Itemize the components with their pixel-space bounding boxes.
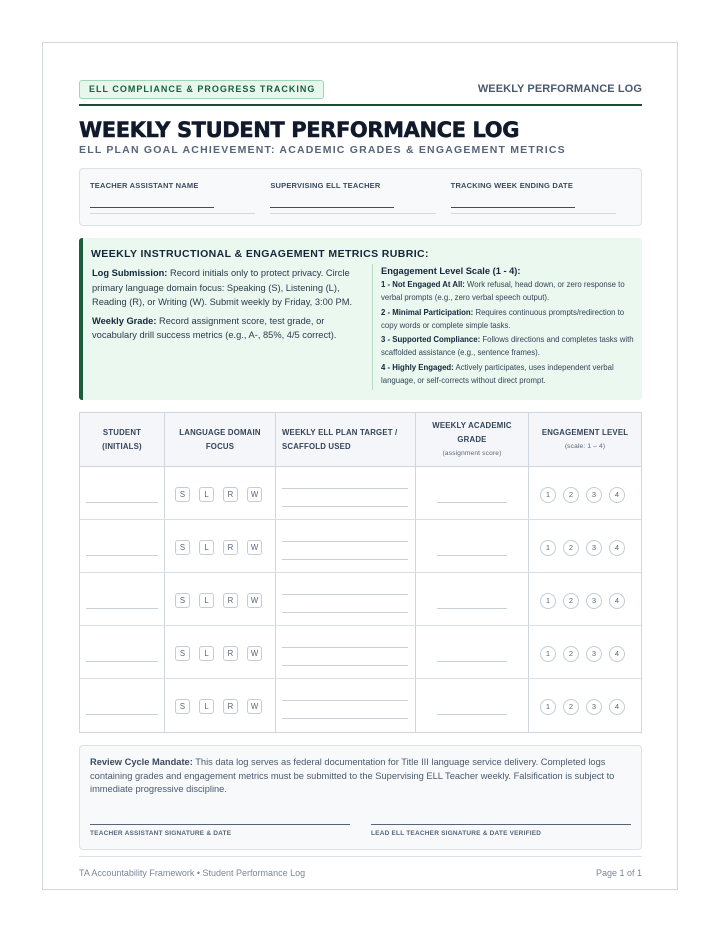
domain-chip-w[interactable]: W [247,699,262,714]
academic-grade-cell[interactable] [416,467,529,519]
footer-left: TA Accountability Framework • Student Performance Log [79,868,306,878]
col-grade-line1: WEEKLY ACADEMIC [432,420,512,430]
scale-level-3 [381,333,639,360]
footer [79,868,642,878]
student-initials-cell[interactable] [80,573,165,625]
engagement-circle-3[interactable]: 3 [586,699,602,715]
engagement-level-cell [529,679,641,732]
plan-target-line-2 [282,612,408,613]
domain-chip-group [175,646,262,661]
plan-target-line-2 [282,665,408,666]
plan-target-cell[interactable] [276,626,416,678]
scale-level-2 [381,306,639,333]
engagement-circle-group [540,540,625,556]
ta-name-line [90,207,214,208]
engagement-circle-1[interactable]: 1 [540,646,556,662]
academic-grade-cell[interactable] [416,520,529,572]
ta-name-field[interactable] [90,169,270,225]
col-engagement-note: (scale: 1 – 4) [564,442,606,450]
col-target-line1: WEEKLY ELL PLAN TARGET / [282,427,398,437]
scale-level-3-label: 3 - Supported Compliance: [381,335,481,345]
table-header-row [80,413,641,467]
table-body [80,467,641,732]
plan-target-line-2 [282,559,408,560]
engagement-level-cell [529,573,641,625]
academic-grade-cell[interactable] [416,626,529,678]
domain-chip-l[interactable]: L [199,699,214,714]
week-ending-label: TRACKING WEEK ENDING DATE [450,181,574,190]
plan-target-line-1 [282,700,408,701]
language-domain-cell [165,626,276,678]
domain-chip-s[interactable]: S [175,646,190,661]
engagement-circle-group [540,699,625,715]
table-row [80,679,641,732]
plan-target-cell[interactable] [276,679,416,732]
mandate-box [79,745,642,850]
header-bar [79,79,642,99]
language-domain-cell [165,679,276,732]
ta-name-label: TEACHER ASSISTANT NAME [90,181,199,190]
header-right-label: WEEKLY PERFORMANCE LOG [477,83,642,95]
domain-chip-r[interactable]: R [223,646,238,661]
domain-chip-group [175,699,262,714]
lead-teacher-signature-field[interactable] [371,824,631,837]
scale-level-2-label: 2 - Minimal Participation: [381,307,474,317]
week-ending-line [451,207,575,208]
engagement-circle-4[interactable]: 4 [609,487,625,503]
engagement-scale [381,266,639,388]
col-engagement-line1: ENGAGEMENT LEVEL [541,427,629,437]
domain-chip-w[interactable]: W [247,646,262,661]
engagement-circle-2[interactable]: 2 [563,646,579,662]
engagement-circle-3[interactable]: 3 [586,593,602,609]
col-domain-line2: FOCUS [205,441,235,451]
ta-name-underline [90,213,255,214]
supervising-teacher-line [270,207,394,208]
domain-chip-w[interactable]: W [247,593,262,608]
engagement-circle-1[interactable]: 1 [540,699,556,715]
student-initials-cell[interactable] [80,626,165,678]
academic-grade-line [437,714,507,715]
rubric-instructions [92,266,364,347]
scale-level-1-text: Work refusal, head down, or zero response to verbal prompts (e.g., zero verbal speech output). [381,280,625,303]
grade-paragraph [92,314,364,343]
engagement-circle-2[interactable]: 2 [563,593,579,609]
table-row [80,520,641,573]
col-grade-header [416,413,529,466]
plan-target-line-1 [282,488,408,489]
plan-target-cell[interactable] [276,467,416,519]
engagement-circle-1[interactable]: 1 [540,487,556,503]
ta-signature-label: TEACHER ASSISTANT SIGNATURE & DATE [90,830,232,837]
header-divider [79,104,642,106]
student-initials-line [86,714,158,715]
scale-level-1-label: 1 - Not Engaged At All: [381,280,465,289]
grade-text: Record assignment score, test grade, or vocabulary drill success metrics (e.g., A-, 85%, 4/5 correct). [92,315,337,340]
table-row [80,573,641,626]
ta-signature-line [90,824,350,825]
plan-target-line-1 [282,647,408,648]
submission-paragraph [92,266,364,310]
engagement-circle-4[interactable]: 4 [609,593,625,609]
col-target-header [276,413,416,466]
engagement-circle-4[interactable]: 4 [609,646,625,662]
col-target-line2: SCAFFOLD USED [282,441,351,451]
engagement-circle-group [540,487,625,503]
page-content [79,79,642,850]
lead-teacher-signature-label: LEAD ELL TEACHER SIGNATURE & DATE VERIFIED [371,830,542,837]
domain-chip-s[interactable]: S [175,593,190,608]
language-domain-cell [165,573,276,625]
footer-divider [79,856,642,857]
domain-chip-l[interactable]: L [199,593,214,608]
domain-chip-l[interactable]: L [199,646,214,661]
engagement-circle-3[interactable]: 3 [586,540,602,556]
engagement-circle-2[interactable]: 2 [563,699,579,715]
domain-chip-s[interactable]: S [175,699,190,714]
submission-label: Log Submission: [92,268,168,278]
document-page [42,42,678,890]
engagement-level-cell [529,467,641,519]
mandate-text [90,756,631,797]
engagement-circle-4[interactable]: 4 [609,699,625,715]
domain-chip-w[interactable]: W [247,487,262,502]
domain-chip-l[interactable]: L [199,540,214,555]
student-initials-line [86,608,158,609]
supervising-teacher-label: SUPERVISING ELL TEACHER [270,181,381,190]
student-initials-cell[interactable] [80,679,165,732]
col-student-line1: STUDENT [102,427,142,437]
student-initials-line [86,502,158,503]
info-fields-box [79,168,642,226]
engagement-level-cell [529,520,641,572]
engagement-circle-group [540,593,625,609]
student-initials-line [86,661,158,662]
submission-text: Record initials only to protect privacy. Circle primary language domain focus: Speaking (S), Listening (L), Reading (R), or Writing (W). Submit weekly by Friday, 3:00 PM. [92,268,353,307]
col-domain-header [165,413,276,466]
mandate-label: Review Cycle Mandate: [90,757,193,767]
engagement-circle-3[interactable]: 3 [586,487,602,503]
col-domain-line1: LANGUAGE DOMAIN [179,427,261,437]
table-row [80,626,641,679]
plan-target-cell[interactable] [276,573,416,625]
engagement-circle-3[interactable]: 3 [586,646,602,662]
academic-grade-line [437,608,507,609]
domain-chip-s[interactable]: S [175,540,190,555]
lead-teacher-signature-line [371,824,631,825]
scale-level-2-text: Requires continuous prompts/redirection to copy words or complete simple tasks. [381,307,625,330]
engagement-circle-2[interactable]: 2 [563,487,579,503]
rubric-divider [372,264,373,390]
plan-target-line-1 [282,541,408,542]
scale-title: Engagement Level Scale (1 - 4): [381,266,521,276]
col-student-line2: (INITIALS) [102,441,142,451]
domain-chip-w[interactable]: W [247,540,262,555]
compliance-badge: ELL COMPLIANCE & PROGRESS TRACKING [79,80,324,99]
table-row [80,467,641,520]
domain-chip-r[interactable]: R [223,540,238,555]
academic-grade-line [437,555,507,556]
page-subtitle: ELL PLAN GOAL ACHIEVEMENT: ACADEMIC GRADES & ENGAGEMENT METRICS [79,144,566,156]
ta-signature-field[interactable] [90,824,350,837]
scale-level-3-text: Follows directions and completes tasks with scaffolded assistance (e.g., sentence frames). [381,335,634,358]
engagement-level-cell [529,626,641,678]
domain-chip-s[interactable]: S [175,487,190,502]
language-domain-cell [165,520,276,572]
language-domain-cell [165,467,276,519]
week-ending-underline [451,213,616,214]
engagement-circle-1[interactable]: 1 [540,593,556,609]
engagement-circle-4[interactable]: 4 [609,540,625,556]
domain-chip-r[interactable]: R [223,593,238,608]
scale-level-4 [381,361,639,388]
col-student-header [80,413,165,466]
supervising-teacher-underline [270,213,435,214]
scale-level-1 [381,278,639,305]
domain-chip-group [175,593,262,608]
rubric-title: WEEKLY INSTRUCTIONAL & ENGAGEMENT METRICS RUBRIC: [91,248,429,260]
student-initials-line [86,555,158,556]
page-title: WEEKLY STUDENT PERFORMANCE LOG [79,118,520,142]
supervising-teacher-field[interactable] [270,169,450,225]
grade-label: Weekly Grade: [92,315,157,326]
scale-level-4-text: Actively participates, uses independent verbal language, or self-corrects without direct prompt. [381,362,614,386]
plan-target-cell[interactable] [276,520,416,572]
scale-level-4-label: 4 - Highly Engaged: [381,362,454,372]
student-initials-cell[interactable] [80,467,165,519]
rubric-box [79,238,642,400]
domain-chip-group [175,487,262,502]
col-grade-note: (assignment score) [442,449,502,457]
col-grade-line2: GRADE [457,434,487,444]
week-ending-field[interactable] [451,169,631,225]
plan-target-line-2 [282,718,408,719]
academic-grade-line [437,661,507,662]
plan-target-line-2 [282,506,408,507]
engagement-circle-2[interactable]: 2 [563,540,579,556]
domain-chip-group [175,540,262,555]
domain-chip-r[interactable]: R [223,487,238,502]
engagement-circle-group [540,646,625,662]
domain-chip-l[interactable]: L [199,487,214,502]
engagement-circle-1[interactable]: 1 [540,540,556,556]
academic-grade-line [437,502,507,503]
mandate-body: This data log serves as federal documentation for Title III language service delivery. Completed logs containing grades and engagement metrics must be submitted to the Supervising ELL Teacher weekly. Falsification is subject to immediate progressive discipline. [90,757,615,794]
performance-table [79,412,642,733]
footer-page-number: Page 1 of 1 [595,868,642,878]
student-initials-cell[interactable] [80,520,165,572]
col-engagement-header [529,413,641,466]
plan-target-line-1 [282,594,408,595]
domain-chip-r[interactable]: R [223,699,238,714]
academic-grade-cell[interactable] [416,573,529,625]
academic-grade-cell[interactable] [416,679,529,732]
